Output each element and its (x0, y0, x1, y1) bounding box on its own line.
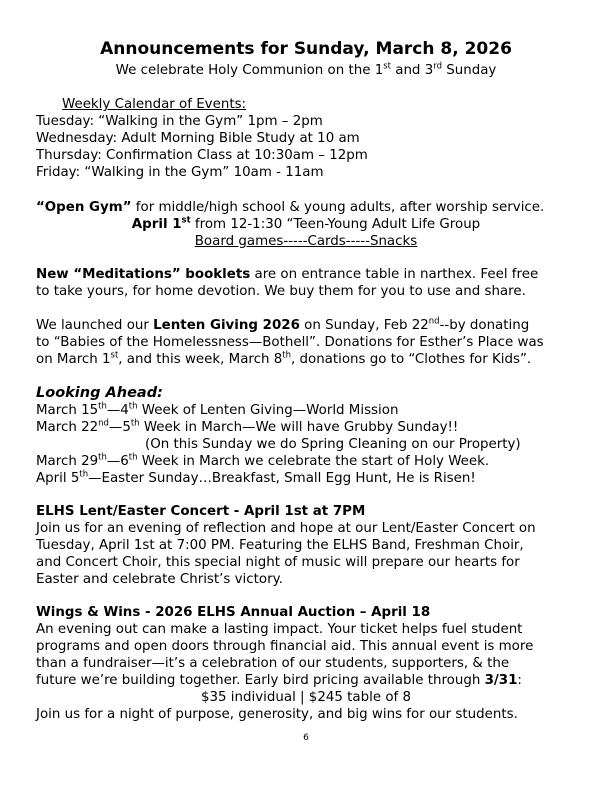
lenten-line: to “Babies of the Homelessness—Bothell”. Donations for Esther’s Place was (36, 335, 544, 350)
auction-pricing: $35 individual | $245 table of 8 (200, 690, 411, 705)
looking-ahead-note: (On this Sunday we do Spring Cleaning on our Property) (145, 437, 521, 452)
concert-line: and Concert Choir, this special night of music will prepare our hearts for (36, 555, 520, 570)
auction-line: programs and open doors through financial aid. This annual event is more (36, 639, 534, 654)
looking-ahead-item: March 15th—4th Week of Lenten Giving—World Mission (36, 401, 399, 418)
open-gym-activities: Board games-----Cards-----Snacks (194, 234, 418, 249)
concert-line: Easter and celebrate Christ’s victory. (36, 572, 283, 587)
open-gym-line: “Open Gym” for middle/high school & young adults, after worship service. (36, 200, 545, 215)
calendar-item: Wednesday: Adult Morning Bible Study at 10 am (36, 131, 360, 146)
calendar-heading: Weekly Calendar of Events: (62, 97, 247, 112)
looking-ahead-heading: Looking Ahead: (36, 385, 163, 401)
lenten-line: We launched our Lenten Giving 2026 on Sunday, Feb 22nd--by donating (36, 316, 530, 333)
concert-heading: ELHS Lent/Easter Concert - April 1st at 7PM (36, 504, 366, 519)
page-number: 6 (303, 733, 309, 743)
auction-closing: Join us for a night of purpose, generosity, and big wins for our students. (36, 707, 518, 722)
calendar-item: Tuesday: “Walking in the Gym” 1pm – 2pm (36, 114, 323, 129)
page-title: Announcements for Sunday, March 8, 2026 (100, 39, 512, 59)
auction-line: An evening out can make a lasting impact. Your ticket helps fuel student (36, 622, 523, 637)
calendar-item: Thursday: Confirmation Class at 10:30am – 12pm (36, 148, 368, 163)
communion-note: We celebrate Holy Communion on the 1st and 3rd Sunday (115, 61, 497, 78)
looking-ahead-item: March 29th—6th Week in March we celebrate the start of Holy Week. (36, 452, 490, 469)
calendar-item: Friday: “Walking in the Gym” 10am - 11am (36, 165, 324, 180)
looking-ahead-item: April 5th—Easter Sunday…Breakfast, Small Egg Hunt, He is Risen! (36, 469, 476, 486)
meditations-line: to take yours, for home devotion. We buy them for you to use and share. (36, 284, 526, 299)
concert-line: Join us for an evening of reflection and hope at our Lent/Easter Concert on (36, 521, 536, 536)
concert-line: Tuesday, April 1st at 7:00 PM. Featuring the ELHS Band, Freshman Choir, (36, 538, 524, 553)
open-gym-date: April 1st from 12-1:30 “Teen-Young Adult Life Group (131, 215, 481, 232)
looking-ahead-item: March 22nd—5th Week in March—We will have Grubby Sunday!! (36, 418, 459, 435)
lenten-line: on March 1st, and this week, March 8th, donations go to “Clothes for Kids”. (36, 350, 532, 367)
auction-heading: Wings & Wins - 2026 ELHS Annual Auction – April 18 (36, 605, 431, 620)
meditations-line: New “Meditations” booklets are on entrance table in narthex. Feel free (36, 267, 539, 282)
auction-line: future we’re building together. Early bird pricing available through 3/31: (36, 673, 522, 688)
auction-line: than a fundraiser—it’s a celebration of our students, supporters, & the (36, 656, 510, 671)
